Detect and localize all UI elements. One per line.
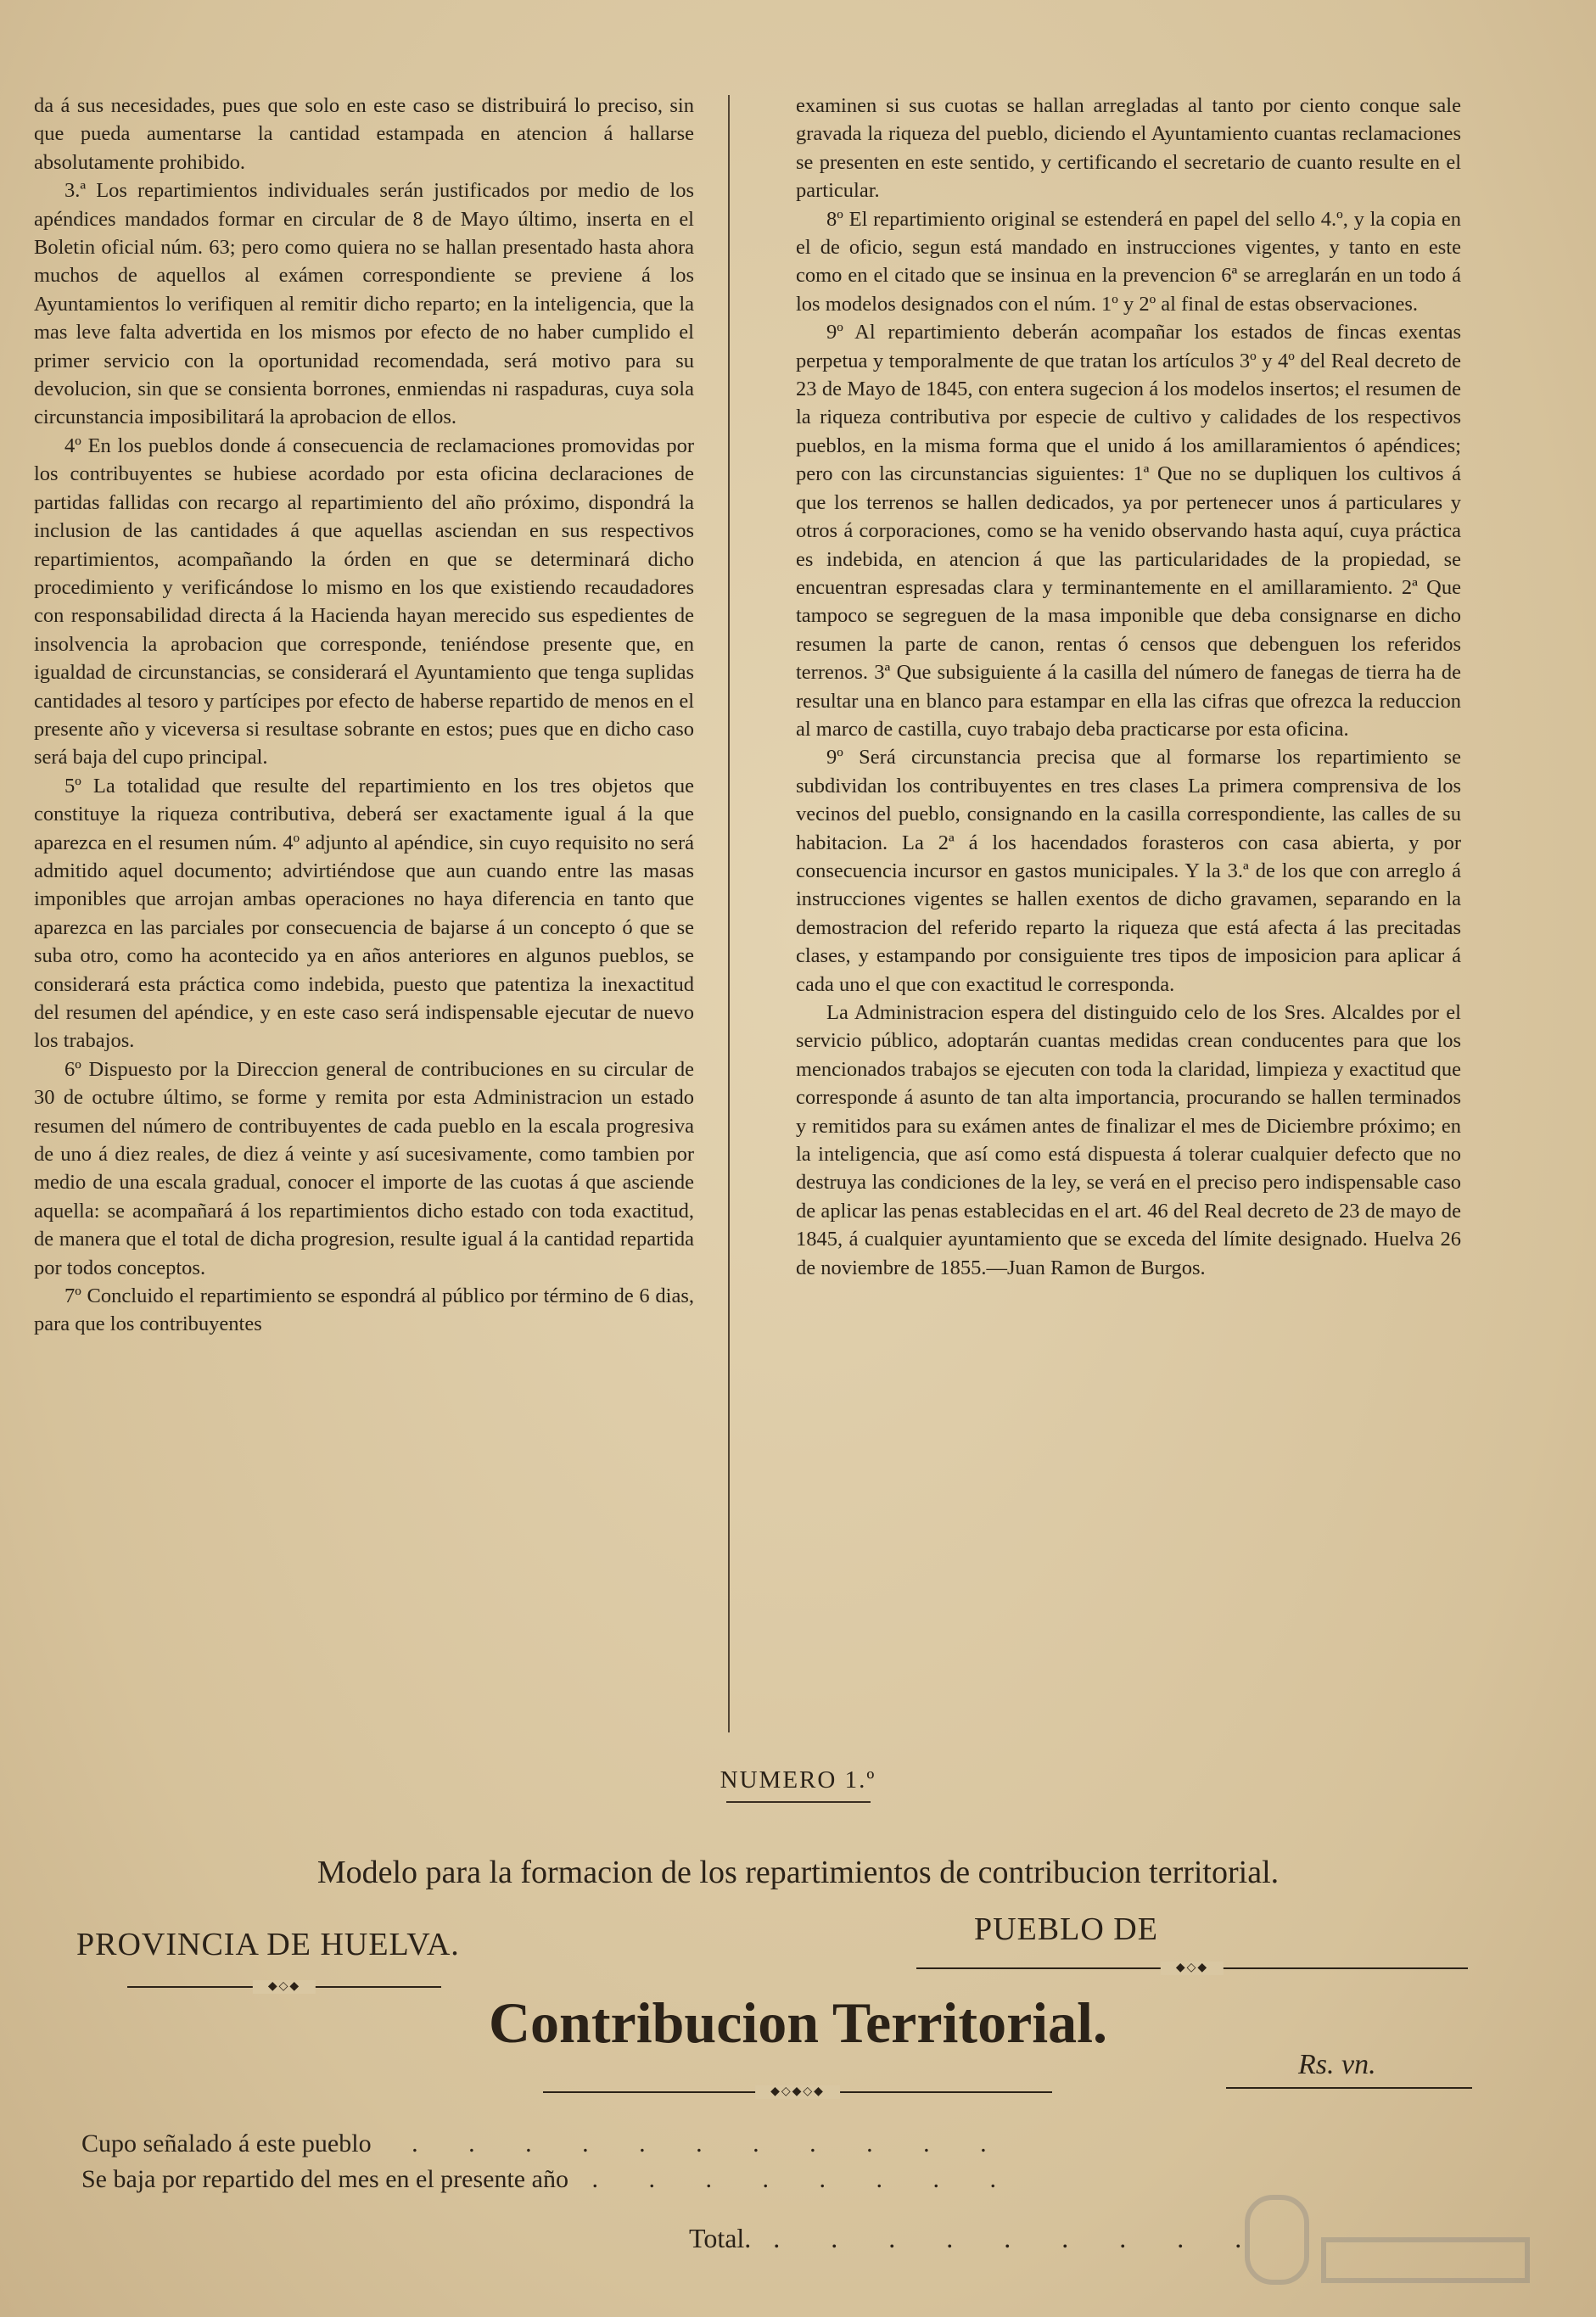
main-title: Contribucion Territorial. xyxy=(488,1990,1108,2055)
currency-header: Rs. vn. xyxy=(1298,2049,1376,2080)
ornamental-rule: ◆◇◆◇◆ xyxy=(543,2085,1052,2099)
paragraph: da á sus necesidades, pues que solo en este caso se distribuirá lo preciso, sin que pueda aumentarse la cantidad estampada en atencion á hallarse absolutamente prohibido. xyxy=(34,94,694,174)
town-label: PUEBLO DE xyxy=(974,1911,1158,1947)
row-label: Se baja por repartido del mes en el presente año xyxy=(81,2165,568,2193)
paragraph: 8º El repartimiento original se estenderá en papel del sello 4.º, y la copia en el de oficio, segun está mandado en instrucciones vigentes, y tanto en este como en el citado que se insinua en la prevencion 6ª se arreglarán en un todo á los modelos designados con el núm. 1º y 2º al final de estas observaciones. xyxy=(796,207,1461,316)
column-divider xyxy=(728,95,730,1732)
row-dots: . . . . . . . . . . . xyxy=(412,2130,1009,2157)
province-label: PROVINCIA DE HUELVA. xyxy=(76,1927,460,1962)
model-title: Modelo para la formacion de los repartimientos de contribucion territorial. xyxy=(316,1855,1280,1890)
paragraph: 6º Dispuesto por la Direccion general de contribuciones en su circular de 30 de octubre último, se forme y remita por esta Administracion un estado resumen del número de contribuyentes de cada pueblo en la escala progresiva de uno á diez reales, de diez á veinte y así sucesivamente, como tambien por medio de una escala gradual, conocer el importe de las cuotas á que asciende aquella: se acompañará á los repartimientos dicho estado con toda exactitud, de manera que el total de dicha progresion, resulte igual á la cantidad repartida por todos conceptos. xyxy=(34,1057,694,1279)
model-number: NUMERO 1.º xyxy=(720,1766,876,1794)
ornamental-rule: ◆◇◆ xyxy=(916,1962,1468,1975)
quota-row xyxy=(81,2130,1009,2158)
paragraph: 9º Será circunstancia precisa que al formarse los repartimiento se subdividan los contribuyentes en tres clases La primera comprensiva de los vecinos del pueblo, consignando en la casilla correspondiente, las calles de su habitacion. La 2ª á los hacendados forasteros con casa abierta, y por consecuencia incursor en gastos municipales. Y la 3.ª de los que con arreglo á instrucciones vigentes se hallen exentos de dicho gravamen, separando en la demostracion del referido reparto la riqueza que está afecta á las precitadas clases, y estampando por consiguiente tres tipos de imposicion para aplicar á cada uno el que con exactitud le corresponda. xyxy=(796,746,1461,996)
archive-watermark xyxy=(1230,2189,1536,2299)
total-dots: . . . . . . . . . xyxy=(773,2223,1264,2253)
paragraph: 9º Al repartimiento deberán acompañar los estados de fincas exentas perpetua y temporalmente de que tratan los artículos 3º y 4º del Real decreto de 23 de Mayo de 1845, con entera sugecion á los modelos insertos; el resumen de la riqueza contributiva por especie de cultivo y calidades de los respectivos pueblos, en la misma forma que el unido á los amillaramientos ó apéndices; pero con las circunstancias siguientes: 1ª Que no se dupliquen los cultivos á que los terrenos se hallen dedicados, ya por pertenecer unos á particulares y otros á corporaciones, como se ha venido observando hasta aquí, cuya práctica es indebida, en atencion á que las particularidades de la propiedad, se encuentran espresadas clara y terminantemente en el amillaramiento. 2ª Que tampoco se segreguen de la masa imponible que deba consignarse en dicho resumen la parte de canon, rentas ó censos que debenguen los referidos terrenos. 3ª Que subsiguiente á la casilla del número de fanegas de tierra ha de resultar una en blanco para estampar en ella las cifras que ofrezca la reduccion al marco de castilla, cuyo trabajo deba practicarse por esta oficina. xyxy=(796,321,1461,741)
amount-column-rule xyxy=(1226,2087,1472,2089)
left-text-column xyxy=(34,92,694,1339)
total-label: Total. xyxy=(689,2223,752,2253)
paragraph: 7º Concluido el repartimiento se espondrá al público por término de 6 dias, para que los contribuyentes xyxy=(34,1284,694,1336)
paragraph: La Administracion espera del distinguido celo de los Sres. Alcaldes por el servicio público, adoptarán cuantas medidas crean conducentes para que los mencionados trabajos se ejecuten con toda la claridad, limpieza y exactitud que corresponde á asunto de tan alta importancia, procurando se hallen terminados y remitidos para su exámen antes de finalizar el mes de Diciembre próximo; en la inteligencia, que así como está dispuesta á tolerar cualquier defecto que no destruya las condiciones de la ley, se verá en el preciso pero indispensable caso de aplicar las penas establecidas en el art. 46 del Real decreto de 23 de mayo de 1845, á cualquier ayuntamiento que se exceda del límite designado. Huelva 26 de noviembre de 1855.—Juan Ramon de Burgos. xyxy=(796,1001,1461,1279)
model-number-heading xyxy=(0,1766,1596,1803)
paragraph: 3.ª Los repartimientos individuales serán justificados por medio de los apéndices mandados formar en circular de 8 de Mayo último, inserta en el Boletin oficial núm. 63; pero como quiera no se hallan presentado hasta ahora muchos de aquellos al exámen correspondiente se previene á los Ayuntamientos lo verifiquen al remitir dicho reparto; en la inteligencia, que la mas leve falta advertida en los mismos por efecto de no haber cumplido el primer servicio con la oportunidad recomendada, será motivo para su devolucion, sin que se consienta borrones, enmiendas ni raspaduras, cuya sola circunstancia imposibilitará la aprobacion de ellos. xyxy=(34,179,694,429)
row-dots: . . . . . . . . xyxy=(591,2165,1018,2193)
paragraph: 5º La totalidad que resulte del repartimiento en los tres objetos que constituye la riqueza contributiva, deberá ser exactamente igual á la que aparezca en el resumen núm. 4º adjunto al apéndice, sin cuyo requisito no será admitido aquel documento; advirtiéndose que aun cuando entre las masas imponibles que arrojan ambas operaciones no haya diferencia en tanto que aparezca en las parciales por consecuencia de bajarse á un concepto ó que se suba otro, como ha acontecido ya en años anteriores en algunos pueblos, se considerará esta práctica como indebida, puesto que patentiza la inexactitud del resumen del apéndice, y en este caso será indispensable ejecutar de nuevo los trabajos. xyxy=(34,774,694,1053)
right-text-column xyxy=(796,92,1461,1282)
paragraph: examinen si sus cuotas se hallan arregladas al tanto por ciento conque sale gravada la riqueza del pueblo, diciendo el Ayuntamiento cuantas reclamaciones se presenten en este sentido, y certificando el secretario de cuanto resulte en el particular. xyxy=(796,94,1461,203)
ornamental-rule: ◆◇◆ xyxy=(127,1980,441,1994)
row-label: Cupo señalado á este pueblo xyxy=(81,2130,372,2157)
heading-underline xyxy=(726,1801,871,1803)
total-row xyxy=(689,2223,1263,2254)
paragraph: 4º En los pueblos donde á consecuencia de reclamaciones promovidas por los contribuyentes se hubiese acordado por esta oficina declaraciones de partidas fallidas con recargo al repartimiento del año próximo, dispondrá la inclusion de las cantidades á que aquellas asciendan en sus respectivos repartimientos, acompañando la órden en que se determinará dicho procedimiento y verificándose lo mismo en los que existiendo recaudadores con responsabilidad directa á la Hacienda hayan merecido sus espedientes de insolvencia la aprobacion que corresponde, teniéndose presente que, en igualdad de circunstancias, se considerará el Ayuntamiento que tenga suplidas cantidades al tesoro y partícipes por efecto de haberse repartido de menos en el presente año y viceversa si resultase sobrante en estos; pues que en dicho caso será baja del cupo principal. xyxy=(34,434,694,770)
deduction-row xyxy=(81,2165,1018,2194)
